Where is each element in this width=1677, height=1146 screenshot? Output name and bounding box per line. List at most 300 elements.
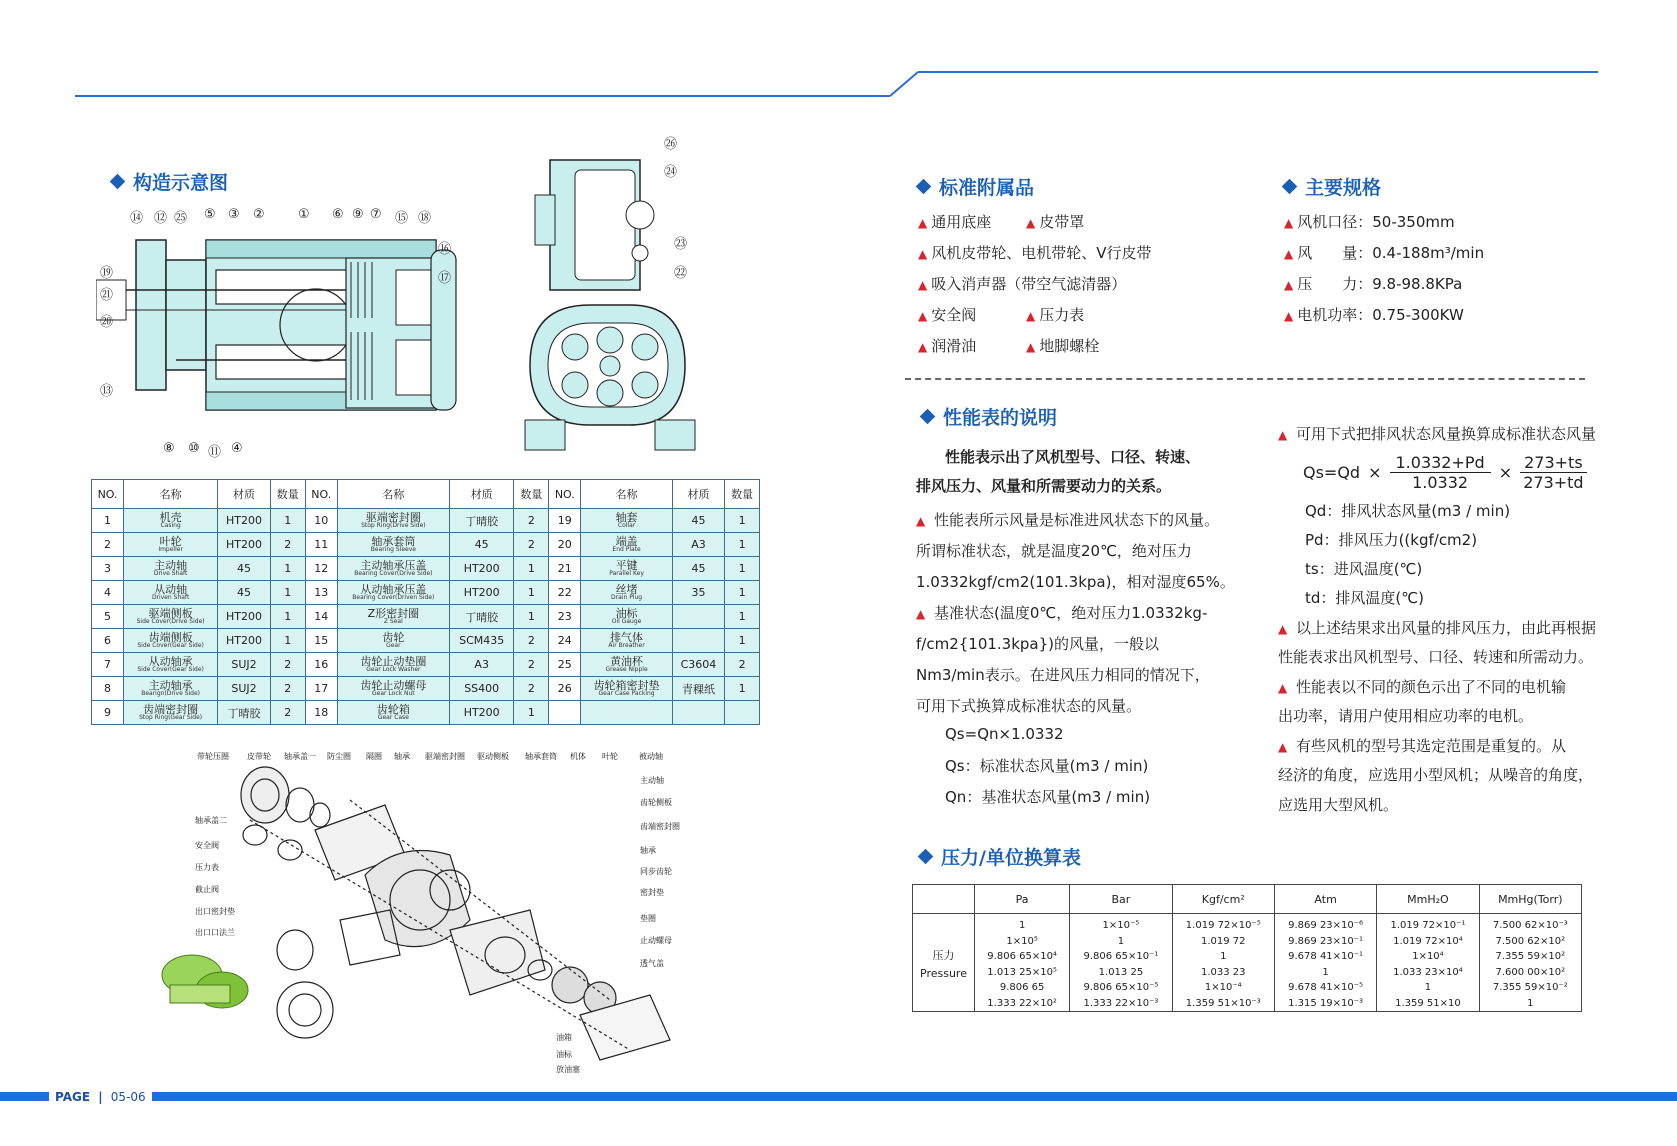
exploded-part-label: 出口口法兰 xyxy=(195,928,235,937)
callout: ⑱ xyxy=(418,211,432,226)
pressure-value: 1 xyxy=(1220,951,1227,962)
spec-item: ▲ 电机功率：0.75-300KW xyxy=(1284,306,1464,324)
part-material: 丁晴胶 xyxy=(449,605,514,629)
pressure-value: 1×10⁵ xyxy=(1006,935,1038,947)
exploded-part-label: 带轮压圈 xyxy=(197,752,229,761)
part-no: 8 xyxy=(92,677,124,701)
part-name-cn: 主动轴承压盖 xyxy=(360,559,427,572)
pressure-value: 1.333 22×10² xyxy=(987,997,1057,1009)
part-quantity: 1 xyxy=(270,605,305,629)
part-material: HT200 xyxy=(449,581,514,605)
callout: ① xyxy=(298,207,310,222)
pressure-value: 9.869 23×10⁻¹ xyxy=(1288,935,1364,947)
part-material: 45 xyxy=(672,557,724,581)
exploded-view-diagram xyxy=(150,760,710,1080)
col-header: 名称 xyxy=(124,480,218,509)
part-name-en: Driven Shaft xyxy=(151,594,190,601)
part-name-en: Casing xyxy=(160,522,181,529)
part-no: 14 xyxy=(305,605,337,629)
col-header: NO. xyxy=(92,480,124,509)
part-name-cn: 齿轮止动螺母 xyxy=(360,679,427,692)
part-name-en: Stop Ring(Drive Side) xyxy=(361,522,426,529)
part-name-cn: 齿轮 xyxy=(382,631,405,644)
callout: ⑪ xyxy=(208,445,222,460)
end-view-diagram xyxy=(520,135,700,455)
accessory-row: ▲ 安全阀 ▲ 压力表 xyxy=(918,306,1085,324)
part-name xyxy=(581,581,672,605)
pressure-value: 9.806 65×10⁴ xyxy=(987,951,1057,962)
part-name-cn: 齿端侧板 xyxy=(148,631,193,644)
part-name-en: Bearing Cover(Drive Side) xyxy=(354,570,433,577)
part-quantity: 2 xyxy=(514,533,549,557)
part-name xyxy=(124,581,218,605)
pressure-value: 9.678 41×10⁻⁵ xyxy=(1288,982,1364,993)
exploded-part-label: 压力表 xyxy=(195,863,219,872)
part-quantity: 1 xyxy=(514,557,549,581)
part-name-en: Stop Ring(Gear Side) xyxy=(139,714,203,721)
pressure-value: 1.019 72 xyxy=(1201,935,1246,947)
part-quantity xyxy=(725,701,760,725)
part-name-cn: 主动轴 xyxy=(154,559,188,572)
callout: ⑳ xyxy=(100,315,114,330)
exploded-part-label: 轴承 xyxy=(394,752,410,761)
exploded-part-label: 被动轴 xyxy=(639,752,663,761)
part-quantity: 2 xyxy=(270,533,305,557)
pressure-value: 7.355 59×10² xyxy=(1495,951,1566,962)
callout: ⑦ xyxy=(370,207,382,222)
callout: ③ xyxy=(228,207,240,222)
table-row xyxy=(92,701,760,725)
col-header: 材质 xyxy=(218,480,271,509)
table-row xyxy=(92,605,760,629)
footer-bar xyxy=(0,1092,1677,1101)
col-header: Pa xyxy=(975,885,1070,914)
pressure-value: 9.806 65×10⁻¹ xyxy=(1083,951,1159,962)
pressure-value: 1.359 51×10 xyxy=(1395,997,1461,1009)
performance-line: Pd：排风压力((kgf/cm2) xyxy=(1305,531,1478,549)
part-name-cn: 从动轴承压盖 xyxy=(360,583,427,596)
diamond-bullet-icon xyxy=(110,174,126,190)
part-name xyxy=(581,677,672,701)
pressure-value: 9.678 41×10⁻¹ xyxy=(1288,951,1364,962)
pressure-value: 1.033 23×10⁴ xyxy=(1393,966,1463,978)
performance-line: 可用下式换算成标准状态的风量。 xyxy=(916,697,1142,715)
part-material: A3 xyxy=(672,533,724,557)
triangle-bullet-icon: ▲ xyxy=(1026,340,1036,354)
part-name-en: Side Cover(Gear Side) xyxy=(137,642,204,649)
col-header: 材质 xyxy=(672,480,724,509)
exploded-part-label: 皮带轮 xyxy=(247,752,271,761)
part-no: 3 xyxy=(92,557,124,581)
triangle-bullet-icon: ▲ xyxy=(918,278,928,292)
performance-line: 性能表求出风机型号、口径、转速和所需动力。 xyxy=(1278,648,1594,666)
callout: ⑨ xyxy=(352,207,364,222)
exploded-part-label: 止动螺母 xyxy=(640,936,672,945)
parts-table-body xyxy=(92,509,760,725)
exploded-part-label: 驱动侧板 xyxy=(477,752,509,761)
exploded-part-label: 防尘圈 xyxy=(327,752,351,761)
part-quantity: 1 xyxy=(725,533,760,557)
pressure-value: 9.869 23×10⁻⁶ xyxy=(1288,920,1364,931)
part-no: 2 xyxy=(92,533,124,557)
part-name-en: Bearing Cover(Driven Side) xyxy=(352,594,435,601)
part-no: 19 xyxy=(549,509,581,533)
pressure-value: 1×10⁻⁴ xyxy=(1204,982,1242,993)
part-material: 45 xyxy=(218,557,271,581)
exploded-part-label: 垫圈 xyxy=(640,914,656,923)
part-name-cn: 主动轴承 xyxy=(148,679,193,692)
performance-line: ▲ 性能表所示风量是标准进风状态下的风量。 xyxy=(916,511,1220,529)
part-name xyxy=(124,533,218,557)
performance-line: ▲ 基准状态(温度0℃，绝对压力1.0332kg- xyxy=(916,604,1208,622)
part-material: SS400 xyxy=(449,677,514,701)
part-name xyxy=(581,701,672,725)
specs-section-title: 主要规格 xyxy=(1284,173,1381,200)
part-quantity: 1 xyxy=(725,605,760,629)
part-name-en: Z Seal xyxy=(383,618,403,625)
table-row xyxy=(92,677,760,701)
part-name-cn: 端盖 xyxy=(615,535,638,548)
part-name-cn: 叶轮 xyxy=(159,535,182,548)
part-name xyxy=(581,557,672,581)
part-name xyxy=(337,605,449,629)
part-material: HT200 xyxy=(218,629,271,653)
col-header: Kgf/cm² xyxy=(1172,885,1274,914)
part-material xyxy=(672,701,724,725)
pressure-label: 压力 Pressure xyxy=(913,914,975,1012)
performance-line: 所谓标准状态，就是温度20℃，绝对压力 xyxy=(916,542,1192,560)
exploded-part-label: 叶轮 xyxy=(602,752,618,761)
callout: ④ xyxy=(231,441,243,456)
part-name xyxy=(124,629,218,653)
exploded-part-label: 机体 xyxy=(570,752,586,761)
part-quantity: 2 xyxy=(514,653,549,677)
performance-line: 出功率，请用户使用相应功率的电机。 xyxy=(1278,707,1534,725)
col-header: Bar xyxy=(1070,885,1172,914)
exploded-part-label: 油箱 xyxy=(556,1033,572,1042)
spec-item: ▲ 风机口径：50-350mm xyxy=(1284,213,1455,231)
performance-line: ▲ 以上述结果求出风量的排风压力，由此再根据 xyxy=(1278,619,1597,637)
part-no: 9 xyxy=(92,701,124,725)
callout: ⑰ xyxy=(438,271,452,286)
exploded-part-label: 隔圈 xyxy=(366,752,382,761)
exploded-part-label: 密封垫 xyxy=(640,888,664,897)
pressure-value: 1 xyxy=(1117,935,1125,947)
part-no: 20 xyxy=(549,533,581,557)
part-name-cn: 机壳 xyxy=(159,511,182,524)
pressure-value: 7.500 62×10⁻³ xyxy=(1492,920,1568,931)
part-name-cn: 齿端密封圈 xyxy=(143,703,199,716)
part-name-en: Bearing Sleeve xyxy=(370,546,416,553)
part-material: SCM435 xyxy=(449,629,514,653)
performance-line: Qs=Qn×1.0332 xyxy=(945,725,1064,743)
callout: ⑯ xyxy=(438,242,452,257)
part-name-en: Side Cover(Drive Side) xyxy=(136,618,205,625)
part-no: 15 xyxy=(305,629,337,653)
formula-fraction-2: $\frac{273+ts}{273+td}$ xyxy=(1520,453,1587,492)
part-material: 丁晴胶 xyxy=(449,509,514,533)
formula-lhs: Qs=Qd xyxy=(1303,462,1361,482)
callout: ② xyxy=(253,207,265,222)
exploded-part-label: 齿轮侧板 xyxy=(640,798,672,807)
callout: ⑥ xyxy=(332,207,344,222)
pressure-value: 1.315 19×10⁻³ xyxy=(1288,997,1364,1009)
pressure-value: 1×10⁻⁵ xyxy=(1102,920,1140,931)
part-quantity: 2 xyxy=(514,629,549,653)
col-header: 材质 xyxy=(449,480,514,509)
part-no: 17 xyxy=(305,677,337,701)
performance-line: ▲ 有些风机的型号其选定范围是重复的。从 xyxy=(1278,737,1567,755)
pressure-value: 1.013 25×10⁵ xyxy=(987,966,1057,978)
triangle-bullet-icon: ▲ xyxy=(1278,681,1288,695)
part-name-cn: 从动轴承 xyxy=(148,655,193,668)
callout: ㉒ xyxy=(674,266,688,281)
part-material: SUJ2 xyxy=(218,677,271,701)
part-name-cn: 油标 xyxy=(615,607,638,620)
performance-intro: 性能表示出了风机型号、口径、转速、 xyxy=(945,448,1201,466)
col-header: 名称 xyxy=(581,480,672,509)
performance-line: ▲ 性能表以不同的颜色示出了不同的电机输 xyxy=(1278,678,1567,696)
part-name xyxy=(124,509,218,533)
triangle-bullet-icon: ▲ xyxy=(1278,740,1288,754)
part-material xyxy=(672,605,724,629)
diamond-bullet-icon xyxy=(918,849,934,865)
diamond-bullet-icon xyxy=(1282,179,1298,195)
col-header xyxy=(913,885,975,914)
table-row xyxy=(92,653,760,677)
performance-line: ts：进风温度(℃) xyxy=(1305,560,1423,578)
pressure-table xyxy=(912,884,1582,1012)
exploded-part-label: 同步齿轮 xyxy=(640,867,672,876)
performance-line: f/cm2{101.3kpa})的风量，一般以 xyxy=(916,635,1160,653)
pressure-column xyxy=(1377,914,1479,1012)
part-name xyxy=(581,509,672,533)
accessory-row: ▲ 通用底座 ▲ 皮带罩 xyxy=(918,213,1085,231)
part-material: HT200 xyxy=(449,701,514,725)
table-row xyxy=(92,557,760,581)
pressure-value: 9.806 65 xyxy=(999,982,1045,993)
pressure-value: 1.333 22×10⁻³ xyxy=(1083,997,1159,1009)
part-quantity: 2 xyxy=(514,677,549,701)
part-no: 18 xyxy=(305,701,337,725)
triangle-bullet-icon: ▲ xyxy=(1284,247,1294,261)
triangle-bullet-icon: ▲ xyxy=(918,340,928,354)
part-quantity: 1 xyxy=(270,581,305,605)
exploded-part-label: 放油塞 xyxy=(556,1065,580,1074)
triangle-bullet-icon: ▲ xyxy=(1278,622,1288,636)
part-name xyxy=(337,653,449,677)
exploded-part-label: 主动轴 xyxy=(640,776,664,785)
part-material: HT200 xyxy=(218,605,271,629)
part-name-en: Gear Case Packing xyxy=(598,690,655,697)
part-name-en: Gear Lock Nut xyxy=(372,690,415,697)
exploded-part-label: 出口密封垫 xyxy=(195,907,235,916)
performance-right-head: ▲ 可用下式把排风状态风量换算成标准状态风量 xyxy=(1278,425,1597,443)
part-name xyxy=(337,581,449,605)
part-name-en: Drive Shaft xyxy=(153,570,188,577)
performance-line: Qd：排风状态风量(m3 / min) xyxy=(1305,502,1511,520)
diamond-bullet-icon xyxy=(920,409,936,425)
part-no: 10 xyxy=(305,509,337,533)
part-name-cn: 驱端密封圈 xyxy=(365,511,421,524)
triangle-bullet-icon: ▲ xyxy=(1278,428,1288,442)
part-name-cn: Z形密封圈 xyxy=(367,607,420,620)
pressure-column xyxy=(1172,914,1274,1012)
part-material: 35 xyxy=(672,581,724,605)
pressure-value: 1.019 72×10⁻⁵ xyxy=(1185,920,1261,931)
pressure-value: 7.355 59×10⁻² xyxy=(1492,982,1568,993)
part-name-en: Impeller xyxy=(158,546,183,553)
col-header: MmH₂O xyxy=(1377,885,1479,914)
col-header: NO. xyxy=(549,480,581,509)
callout: ⑬ xyxy=(100,384,114,399)
performance-line: 1.0332kgf/cm2(101.3kpa)，相对湿度65%。 xyxy=(916,573,1235,591)
part-name xyxy=(337,509,449,533)
part-material: 青稞纸 xyxy=(672,677,724,701)
col-header: 数量 xyxy=(514,480,549,509)
performance-line: td：排风温度(℃) xyxy=(1305,589,1424,607)
parts-table-header xyxy=(92,480,760,509)
part-quantity: 1 xyxy=(270,509,305,533)
pressure-value: 1.013 25 xyxy=(1098,966,1144,978)
callout: ⑩ xyxy=(188,441,200,456)
pressure-table-row xyxy=(913,914,1582,1012)
part-name-en: Grease Nipple xyxy=(605,666,648,673)
part-material: C3604 xyxy=(672,653,724,677)
part-name xyxy=(337,533,449,557)
performance-line: 经济的角度，应选用小型风机；从噪音的角度， xyxy=(1278,766,1594,784)
part-quantity: 1 xyxy=(270,629,305,653)
performance-line: Nm3/min表示。在进风压力相同的情况下， xyxy=(916,666,1210,684)
pressure-column xyxy=(975,914,1070,1012)
callout: ⑤ xyxy=(204,207,216,222)
part-quantity: 1 xyxy=(514,605,549,629)
diamond-bullet-icon xyxy=(916,179,932,195)
part-no: 16 xyxy=(305,653,337,677)
table-row xyxy=(92,509,760,533)
triangle-bullet-icon: ▲ xyxy=(1284,309,1294,323)
part-no: 1 xyxy=(92,509,124,533)
col-header: MmHg(Torr) xyxy=(1479,885,1581,914)
part-no: 23 xyxy=(549,605,581,629)
part-quantity: 2 xyxy=(514,509,549,533)
pressure-column xyxy=(1274,914,1376,1012)
performance-line: Qs：标准状态风量(m3 / min) xyxy=(945,757,1149,775)
part-name-en: Gear xyxy=(386,642,401,649)
part-no: 21 xyxy=(549,557,581,581)
accessories-section-title: 标准附属品 xyxy=(918,173,1034,200)
part-name-cn: 轴承套筒 xyxy=(371,535,416,548)
part-name-cn: 齿轮箱密封垫 xyxy=(593,679,660,692)
part-no: 4 xyxy=(92,581,124,605)
pressure-value: 1.019 72×10⁻¹ xyxy=(1390,920,1466,931)
conversion-formula xyxy=(1303,446,1587,498)
part-name-cn: 从动轴 xyxy=(154,583,188,596)
part-quantity: 1 xyxy=(514,581,549,605)
formula-times: × xyxy=(1368,462,1382,482)
page-indicator: PAGE | 05-06 xyxy=(49,1090,152,1104)
exploded-part-label: 驱端密封圈 xyxy=(425,752,465,761)
part-name xyxy=(337,701,449,725)
col-header: Atm xyxy=(1274,885,1376,914)
pressure-value: 1.359 51×10⁻³ xyxy=(1185,997,1261,1009)
part-material: 丁晴胶 xyxy=(218,701,271,725)
part-name xyxy=(337,677,449,701)
pressure-value: 7.500 62×10² xyxy=(1495,935,1566,947)
part-no: 6 xyxy=(92,629,124,653)
triangle-bullet-icon: ▲ xyxy=(1284,278,1294,292)
part-material: 45 xyxy=(449,533,514,557)
triangle-bullet-icon: ▲ xyxy=(918,247,928,261)
accessory-row: ▲ 润滑油 ▲ 地脚螺栓 xyxy=(918,337,1100,355)
exploded-part-label: 安全阀 xyxy=(195,841,219,850)
performance-line: 应选用大型风机。 xyxy=(1278,796,1399,814)
triangle-bullet-icon: ▲ xyxy=(918,216,928,230)
part-name-en: Air Breather xyxy=(608,642,645,649)
part-quantity: 2 xyxy=(270,701,305,725)
callout: ⑮ xyxy=(395,211,409,226)
formula-fraction-1: $\frac{1.0332+Pd}{1.0332}$ xyxy=(1390,453,1491,492)
part-material: 45 xyxy=(218,581,271,605)
part-name xyxy=(337,629,449,653)
part-quantity: 1 xyxy=(725,557,760,581)
accessory-row: ▲ 吸入消声器（带空气滤清器） xyxy=(918,275,1127,293)
triangle-bullet-icon: ▲ xyxy=(1284,216,1294,230)
part-material xyxy=(672,629,724,653)
part-no: 25 xyxy=(549,653,581,677)
callout: ㉑ xyxy=(100,288,114,303)
exploded-part-label: 轴承盖二 xyxy=(195,816,227,825)
callout: ⑧ xyxy=(163,441,175,456)
pressure-value: 9.806 65×10⁻⁵ xyxy=(1083,982,1159,993)
part-name-cn: 齿轮箱 xyxy=(376,703,410,716)
part-quantity: 1 xyxy=(270,557,305,581)
part-name-en: Drain Plug xyxy=(611,594,643,601)
part-name-cn: 平键 xyxy=(615,559,638,572)
part-name-cn: 黄油杯 xyxy=(610,655,644,668)
table-row xyxy=(92,533,760,557)
part-name xyxy=(581,605,672,629)
part-name-en: Collar xyxy=(617,522,636,529)
pressure-value: 1.033 23 xyxy=(1201,966,1246,978)
triangle-bullet-icon: ▲ xyxy=(918,309,928,323)
part-name-en: Gear Lock Washer xyxy=(366,666,421,673)
part-name xyxy=(124,701,218,725)
spec-item: ▲ 风 量：0.4-188m³/min xyxy=(1284,244,1485,262)
part-name-cn: 齿轮止动垫圈 xyxy=(360,655,427,668)
part-name-en: End Plate xyxy=(612,546,641,553)
part-no xyxy=(549,701,581,725)
pressure-section-title: 压力/单位换算表 xyxy=(920,843,1081,870)
part-quantity: 2 xyxy=(270,653,305,677)
part-quantity: 2 xyxy=(270,677,305,701)
part-name xyxy=(581,629,672,653)
part-no: 26 xyxy=(549,677,581,701)
triangle-bullet-icon: ▲ xyxy=(916,514,926,528)
part-quantity: 1 xyxy=(725,581,760,605)
exploded-part-label: 透气盖 xyxy=(640,959,664,968)
callout: ⑭ xyxy=(130,211,144,226)
exploded-part-label: 齿端密封圈 xyxy=(640,822,680,831)
part-name-en: Bearign(Drive Side) xyxy=(141,690,201,697)
col-header: 名称 xyxy=(337,480,449,509)
structure-section-title: 构造示意图 xyxy=(112,168,228,195)
part-no: 22 xyxy=(549,581,581,605)
part-material: A3 xyxy=(449,653,514,677)
pressure-value: 1 xyxy=(1018,920,1026,931)
col-header: 数量 xyxy=(725,480,760,509)
part-no: 7 xyxy=(92,653,124,677)
